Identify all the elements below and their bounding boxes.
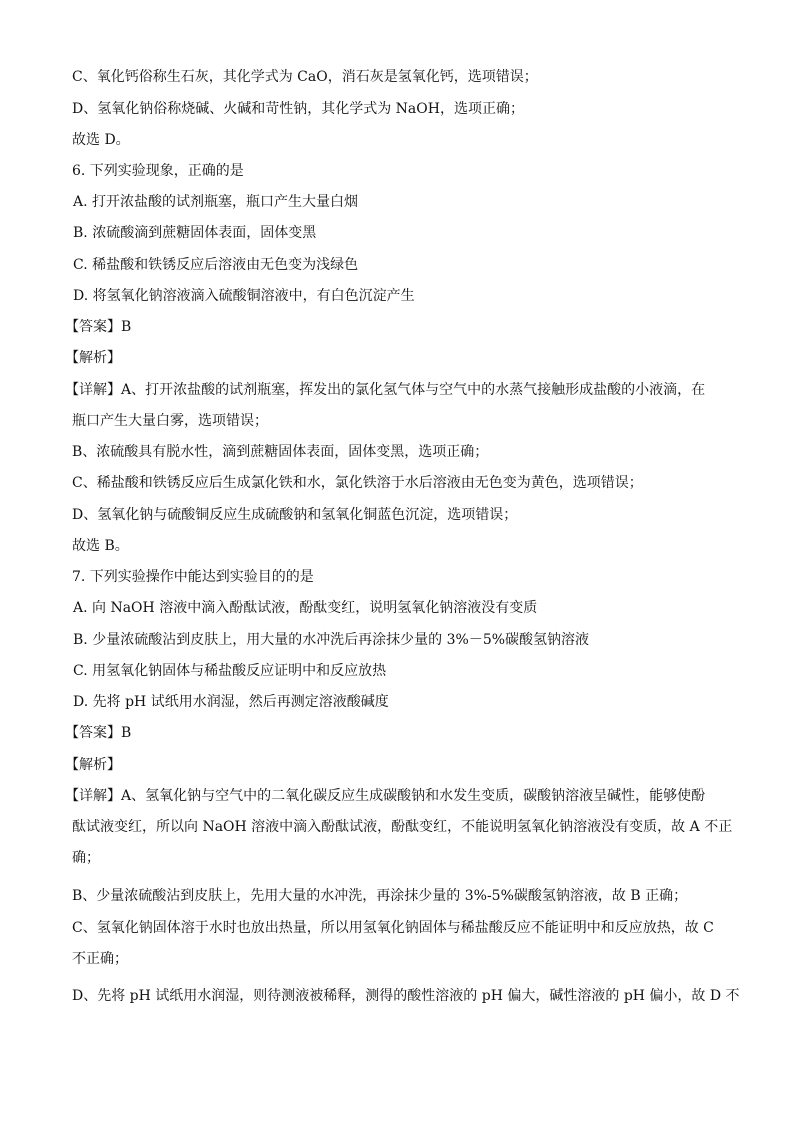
text-line: C、稀盐酸和铁锈反应后生成氯化铁和水，氯化铁溶于水后溶液由无色变为黄色，选项错误； bbox=[72, 475, 643, 491]
question-6-option-b: B. 浓硫酸滴到蔗糖固体表面，固体变黑 bbox=[73, 225, 317, 241]
detail-line: 【详解】A、打开浓盐酸的试剂瓶塞，挥发出的氯化氢气体与空气中的水蒸气接触形成盐酸的小液滴，在 bbox=[65, 382, 706, 398]
question-7-option-b: B. 少量浓硫酸沾到皮肤上，用大量的水冲洗后再涂抹少量的 3%－5%碳酸氢钠溶液 bbox=[73, 632, 590, 648]
text-line: D、先将 pH 试纸用水润湿，则待测液被稀释，测得的酸性溶液的 pH 偏大，碱性溶液的 pH 偏小，故 D 不 bbox=[72, 988, 740, 1004]
analysis-label: 【解析】 bbox=[65, 757, 121, 773]
question-6-stem: 6. 下列实验现象，正确的是 bbox=[72, 163, 244, 179]
question-6-option-a: A. 打开浓盐酸的试剂瓶塞，瓶口产生大量白烟 bbox=[73, 194, 359, 210]
text-line: 故选 B。 bbox=[72, 538, 129, 554]
text-line: 不正确； bbox=[72, 951, 128, 967]
text-line: C、氢氧化钠固体溶于水时也放出热量，所以用氢氧化钠固体与稀盐酸反应不能证明中和反应放热，故 C bbox=[72, 920, 714, 936]
question-7-stem: 7. 下列实验操作中能达到实验目的的是 bbox=[72, 569, 314, 585]
question-7-option-a: A. 向 NaOH 溶液中滴入酚酞试液，酚酞变红，说明氢氧化钠溶液没有变质 bbox=[73, 600, 538, 616]
answer-label: 【答案】B bbox=[65, 725, 132, 741]
question-7-option-d: D. 先将 pH 试纸用水润湿，然后再测定溶液酸碱度 bbox=[73, 694, 389, 710]
answer-label: 【答案】B bbox=[65, 319, 132, 335]
analysis-label: 【解析】 bbox=[65, 350, 121, 366]
text-line: D、氢氧化钠与硫酸铜反应生成硫酸钠和氢氧化铜蓝色沉淀，选项错误； bbox=[72, 507, 518, 523]
text-line: 故选 D。 bbox=[72, 132, 130, 148]
text-line: B、浓硫酸具有脱水性，滴到蔗糖固体表面，固体变黑，选项正确； bbox=[72, 444, 489, 460]
text-line: C、氧化钙俗称生石灰，其化学式为 CaO，消石灰是氢氧化钙，选项错误； bbox=[72, 69, 538, 85]
question-6-option-c: C. 稀盐酸和铁锈反应后溶液由无色变为浅绿色 bbox=[73, 257, 359, 273]
text-line: D、氢氧化钠俗称烧碱、火碱和苛性钠，其化学式为 NaOH，选项正确； bbox=[72, 101, 524, 117]
text-line: 瓶口产生大量白雾，选项错误； bbox=[72, 413, 268, 429]
question-7-option-c: C. 用氢氧化钠固体与稀盐酸反应证明中和反应放热 bbox=[73, 663, 387, 679]
detail-line: 【详解】A、氢氧化钠与空气中的二氧化碳反应生成碳酸钠和水发生变质，碳酸钠溶液呈碱性，能够使酚 bbox=[65, 788, 706, 804]
text-line: 确； bbox=[72, 850, 100, 866]
question-6-option-d: D. 将氢氧化钠溶液滴入硫酸铜溶液中，有白色沉淀产生 bbox=[73, 288, 415, 304]
text-line: B、少量浓硫酸沾到皮肤上，先用大量的水冲洗，再涂抹少量的 3%-5%碳酸氢钠溶液，故 B 正确； bbox=[72, 888, 688, 904]
text-line: 酞试液变红，所以向 NaOH 溶液中滴入酚酞试液，酚酞变红，不能说明氢氧化钠溶液没有变质，故 A 不正 bbox=[72, 819, 733, 835]
